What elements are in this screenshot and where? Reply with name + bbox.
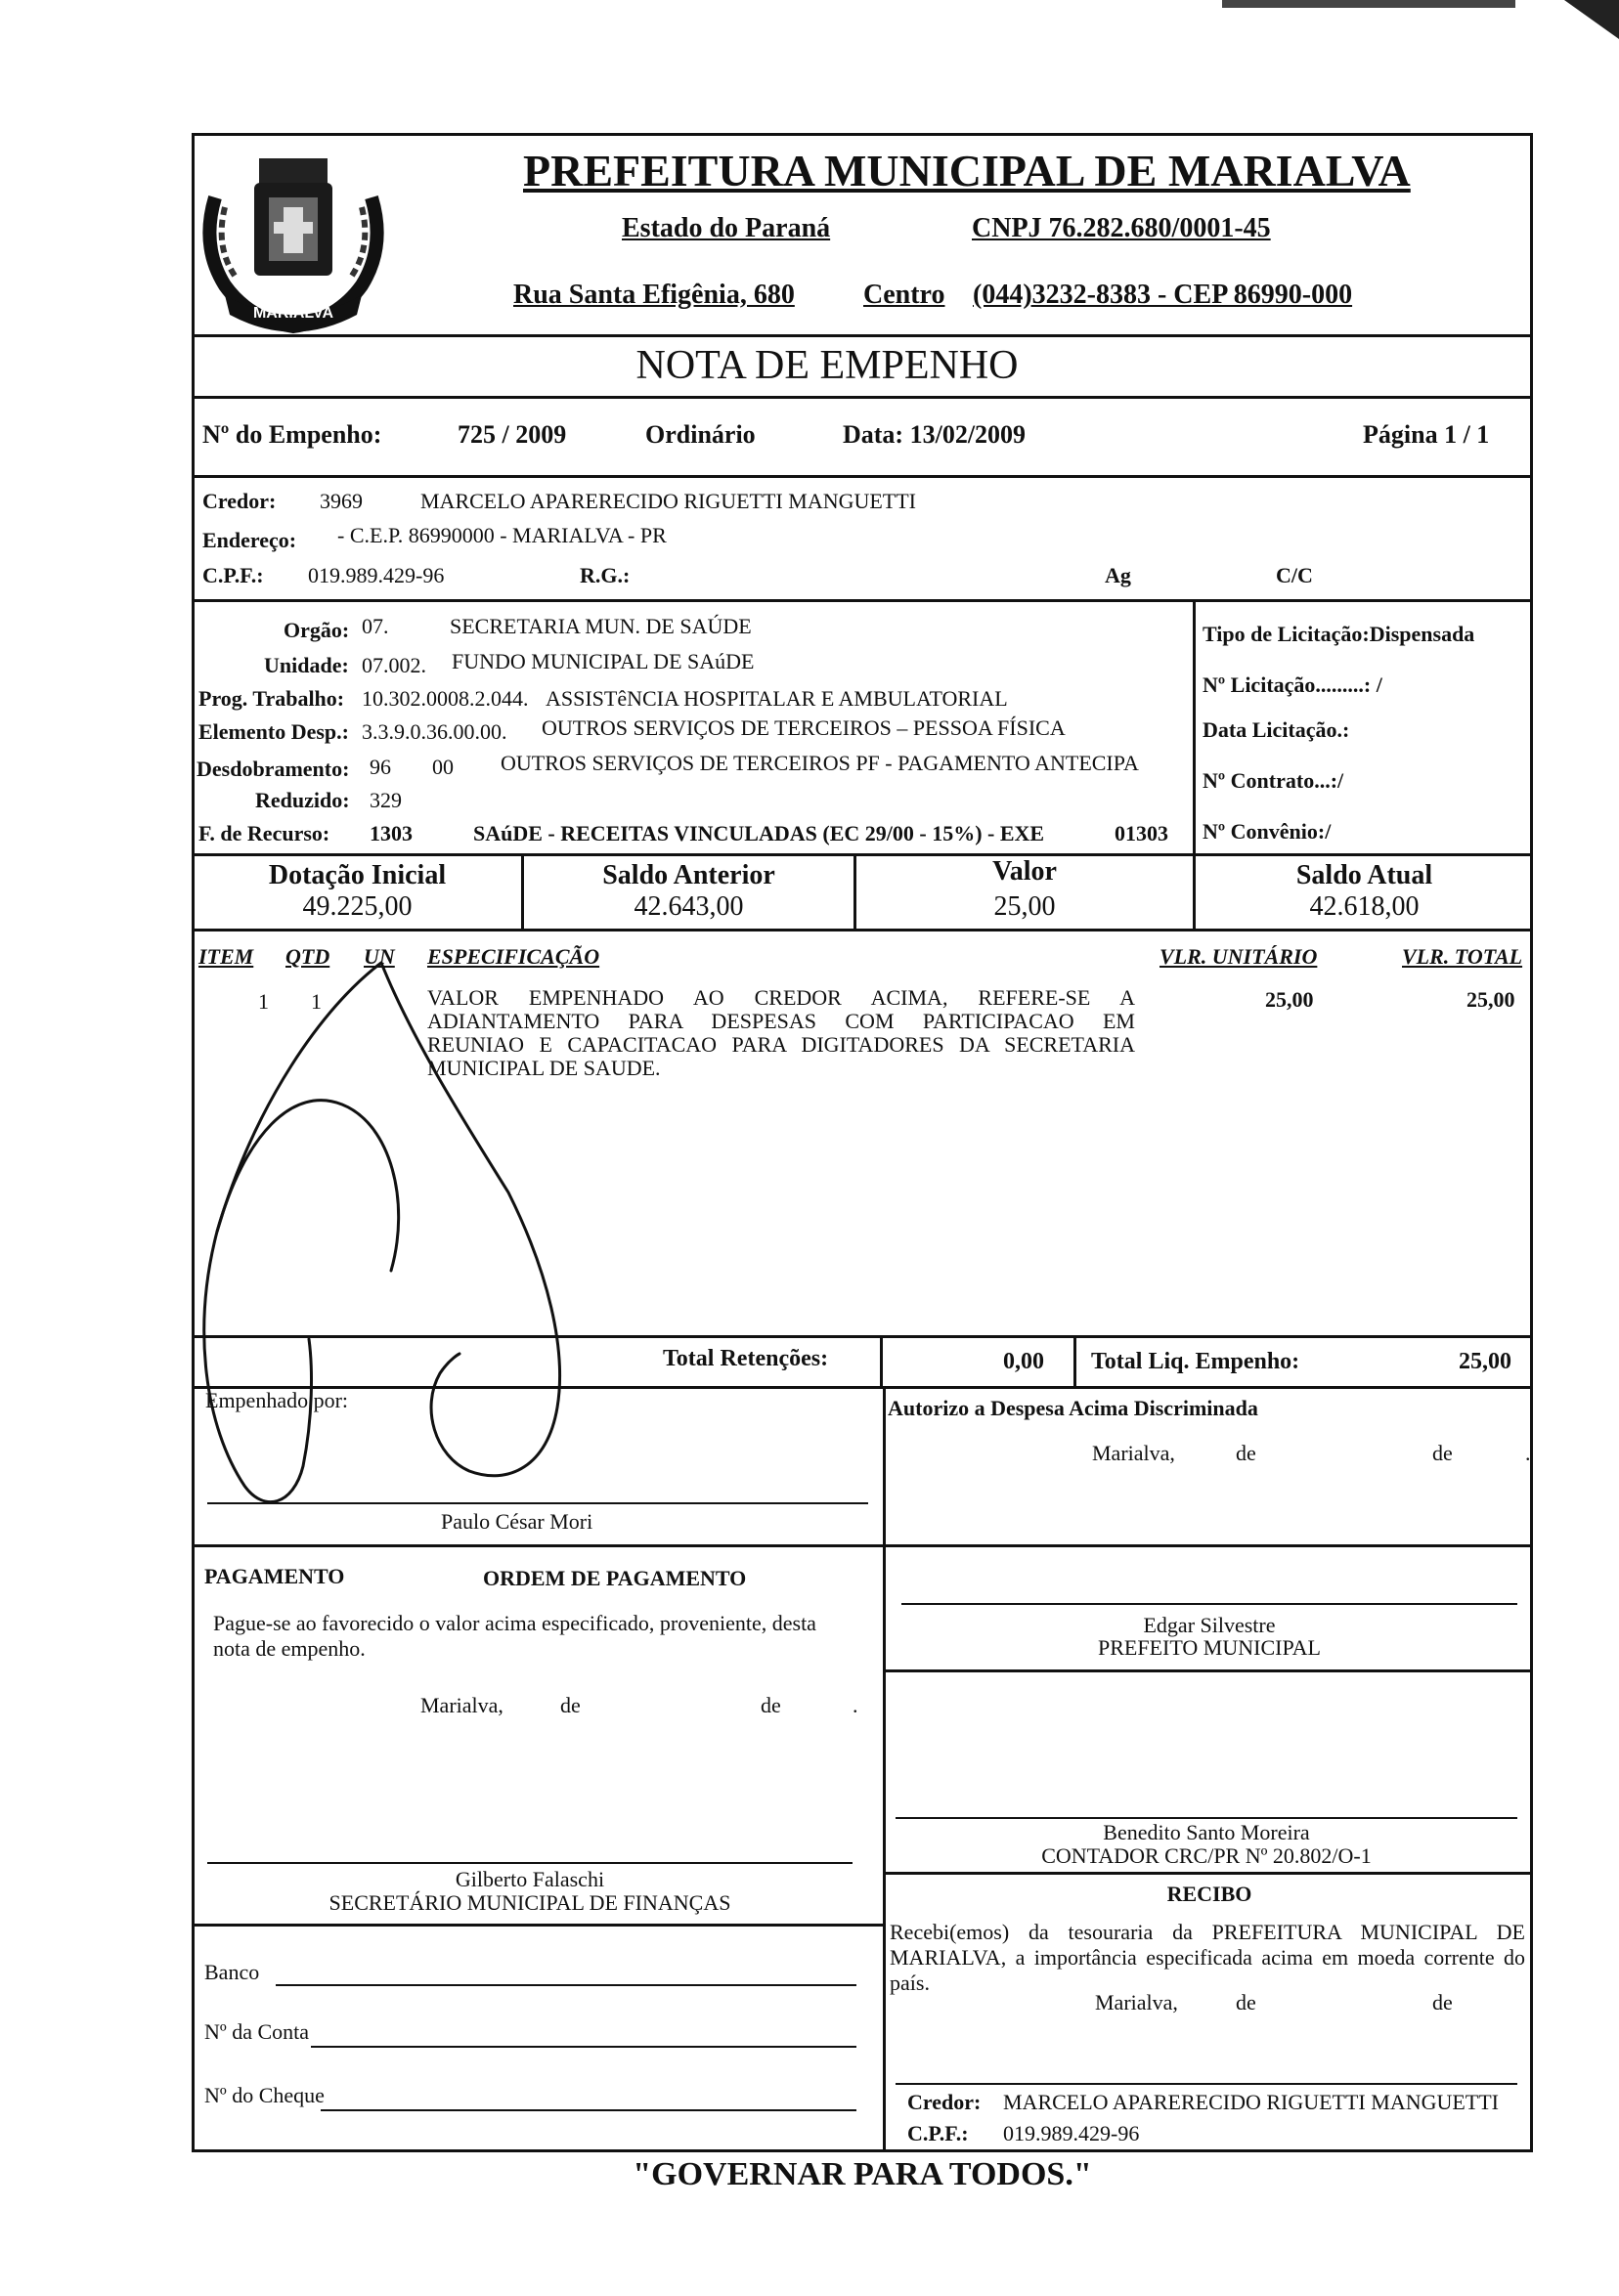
footer-motto: "GOVERNAR PARA TODOS." [633, 2156, 1092, 2192]
liquido-value: 25,00 [1459, 1349, 1511, 1374]
cnpj: CNPJ 76.282.680/0001-45 [972, 213, 1271, 243]
saldo-anterior-label: Saldo Anterior [602, 860, 775, 890]
empenhado-nome: Paulo César Mori [441, 1509, 593, 1534]
conta-field[interactable] [311, 2046, 856, 2048]
item-desc-line-2: ADIANTAMENTO PARA DESPESAS COM PARTICIPACAO EM [427, 1009, 1135, 1033]
item-desc-line-4: MUNICIPAL DE SAUDE. [427, 1056, 661, 1080]
signature-line [207, 1862, 853, 1864]
divider [883, 1544, 886, 2152]
retencoes-value: 0,00 [1003, 1349, 1044, 1374]
recibo-title: RECIBO [1166, 1882, 1252, 1906]
item-number: 1 [258, 989, 269, 1014]
saldo-atual-label: Saldo Atual [1295, 860, 1433, 890]
saldo-anterior: 42.643,00 [634, 891, 744, 922]
autorizo-title: Autorizo a Despesa Acima Discriminada [888, 1396, 1258, 1420]
banco-field[interactable] [276, 1984, 856, 1986]
district: Centro [863, 280, 945, 310]
ordem-pagamento: ORDEM DE PAGAMENTO [483, 1566, 747, 1590]
recibo-line-2: MARIALVA, a importância especificada acima em moeda corrente do [890, 1945, 1525, 1970]
endereco-label: Endereço: [202, 528, 297, 552]
divider [1073, 1335, 1076, 1386]
dotacao-inicial-label: Dotação Inicial [268, 860, 447, 890]
autorizo-de-2: de [1432, 1441, 1453, 1465]
divider [192, 929, 1533, 931]
pagamento-city: Marialva, [420, 1693, 503, 1717]
page-number: Página 1 / 1 [1363, 420, 1490, 449]
signature-line [901, 1603, 1517, 1605]
credor-name: MARCELO APARERECIDO RIGUETTI MANGUETTI [420, 489, 917, 513]
recibo-cpf-label: C.P.F.: [907, 2121, 969, 2145]
cheque-label: Nº do Cheque [204, 2083, 325, 2107]
cc-label: C/C [1276, 563, 1313, 587]
recibo-line-1: Recebi(emos) da tesouraria da PREFEITURA MUNICIPAL DE [890, 1920, 1525, 1944]
licitacao-numero: Nº Licitação.........: / [1203, 672, 1382, 697]
dotacao-inicial: 49.225,00 [302, 891, 413, 922]
pagamento-text-2: nota de empenho. [213, 1636, 366, 1661]
endereco: - C.E.P. 86990000 - MARIALVA - PR [337, 523, 667, 547]
credor-label: Credor: [202, 489, 277, 513]
doc-title: NOTA DE EMPENHO [635, 343, 1019, 388]
pagamento-label: PAGAMENTO [204, 1564, 345, 1588]
unidade-desc: FUNDO MUNICIPAL DE SAúDE [452, 649, 755, 673]
col-item: ITEM [198, 944, 254, 969]
contrato: Nº Contrato...:/ [1203, 768, 1344, 793]
contador-nome: Benedito Santo Moreira [1103, 1820, 1310, 1844]
divider [883, 1872, 1533, 1875]
divider [883, 1386, 886, 1546]
recibo-de-2: de [1432, 1990, 1453, 2014]
item-unit-value: 25,00 [1265, 987, 1314, 1012]
empenho-number: 725 / 2009 [458, 420, 567, 449]
prefeito-cargo: PREFEITO MUNICIPAL [1098, 1635, 1321, 1660]
signature-line [896, 1817, 1517, 1819]
autorizo-dot: . [1525, 1441, 1531, 1465]
signature-line [207, 1502, 868, 1504]
scan-edge-top [1222, 0, 1515, 8]
reduzido-label: Reduzido: [255, 788, 350, 812]
divider [883, 1669, 1533, 1672]
divider [192, 599, 1533, 602]
orgao-code: 07. [362, 614, 389, 638]
scan-edge-corner [1564, 0, 1619, 39]
cpf-value: 019.989.429-96 [308, 563, 445, 587]
prog-code: 10.302.0008.2.044. [362, 686, 529, 711]
divider [192, 1386, 1533, 1389]
autorizo-city: Marialva, [1092, 1441, 1175, 1465]
liquido-label: Total Liq. Empenho: [1091, 1349, 1300, 1374]
unidade-label: Unidade: [264, 653, 349, 677]
recibo-line-3: país. [890, 1971, 930, 1995]
recibo-credor: MARCELO APARERECIDO RIGUETTI MANGUETTI [1003, 2090, 1500, 2114]
rg-label: R.G.: [580, 563, 631, 587]
recurso-code: 1303 [370, 821, 413, 845]
empenho-date: Data: 13/02/2009 [843, 420, 1027, 449]
licitacao-tipo: Tipo de Licitação:Dispensada [1203, 622, 1475, 646]
col-total: VLR. TOTAL [1402, 944, 1523, 969]
elem-code: 3.3.9.0.36.00.00. [362, 719, 507, 744]
org-name: PREFEITURA MUNICIPAL DE MARIALVA [523, 146, 1411, 195]
desdobramento-desc: OUTROS SERVIÇOS DE TERCEIROS PF - PAGAMENTO ANTECIPA [501, 751, 1139, 775]
divider [880, 1335, 883, 1386]
pagamento-de-1: de [560, 1693, 581, 1717]
cpf-label: C.P.F.: [202, 563, 264, 587]
svg-text:MARIALVA: MARIALVA [252, 305, 334, 322]
phone-cep: (044)3232-8383 - CEP 86990-000 [973, 280, 1353, 310]
recurso-code-2: 01303 [1115, 821, 1168, 845]
item-desc-line-3: REUNIAO E CAPACITACAO PARA DIGITADORES DA SECRETARIA [427, 1032, 1135, 1057]
valor-label: Valor [992, 856, 1057, 887]
retencoes-label: Total Retenções: [663, 1346, 829, 1371]
divider [192, 1924, 883, 1927]
desdobramento-code-1: 96 [370, 755, 391, 779]
recibo-credor-label: Credor: [907, 2090, 982, 2114]
banco-label: Banco [204, 1960, 260, 1984]
recurso-desc: SAúDE - RECEITAS VINCULADAS (EC 29/00 - 15%) - EXE [473, 821, 1045, 845]
address: Rua Santa Efigênia, 680 [513, 280, 795, 310]
valor: 25,00 [993, 891, 1056, 922]
secretario-cargo: SECRETÁRIO MUNICIPAL DE FINANÇAS [328, 1890, 731, 1915]
col-un: UN [364, 944, 395, 969]
recurso-label: F. de Recurso: [198, 821, 330, 845]
desdobramento-label: Desdobramento: [197, 757, 350, 781]
empenho-type: Ordinário [645, 420, 756, 449]
empenhado-label: Empenhado por: [205, 1388, 349, 1412]
pagamento-de-2: de [761, 1693, 781, 1717]
divider [1193, 599, 1196, 855]
cheque-field[interactable] [321, 2109, 856, 2111]
recibo-cpf: 019.989.429-96 [1003, 2121, 1140, 2145]
orgao-desc: SECRETARIA MUN. DE SAÚDE [450, 614, 752, 638]
divider [192, 334, 1533, 337]
item-qtd: 1 [311, 989, 322, 1014]
pagamento-text-1: Pague-se ao favorecido o valor acima especificado, proveniente, desta [213, 1611, 816, 1635]
elem-desc: OUTROS SERVIÇOS DE TERCEIROS – PESSOA FÍSICA [542, 715, 1066, 740]
saldo-atual: 42.618,00 [1309, 891, 1420, 922]
municipal-seal-icon [196, 139, 391, 339]
convenio: Nº Convênio:/ [1203, 819, 1332, 844]
divider [192, 1544, 1533, 1547]
state-name: Estado do Paraná [622, 213, 831, 243]
col-espec: ESPECIFICAÇÃO [427, 944, 600, 969]
licitacao-data: Data Licitação.: [1203, 717, 1350, 742]
ag-label: Ag [1105, 563, 1131, 587]
elem-label: Elemento Desp.: [198, 719, 349, 744]
reduzido-value: 329 [370, 788, 402, 812]
divider [192, 396, 1533, 399]
orgao-label: Orgão: [284, 618, 350, 642]
credor-code: 3969 [320, 489, 363, 513]
col-qtd: QTD [285, 944, 330, 969]
divider [192, 475, 1533, 478]
pagamento-dot: . [853, 1693, 858, 1717]
recibo-city: Marialva, [1095, 1990, 1178, 2014]
conta-label: Nº da Conta [204, 2019, 310, 2044]
unidade-code: 07.002. [362, 653, 426, 677]
recibo-de-1: de [1236, 1990, 1256, 2014]
secretario-nome: Gilberto Falaschi [455, 1867, 605, 1891]
prog-label: Prog. Trabalho: [198, 686, 345, 711]
contador-cargo: CONTADOR CRC/PR Nº 20.802/O-1 [1041, 1843, 1372, 1868]
item-total-value: 25,00 [1466, 987, 1515, 1012]
item-desc-line-1: VALOR EMPENHADO AO CREDOR ACIMA, REFERE-SE A [427, 985, 1135, 1010]
col-unit: VLR. UNITÁRIO [1160, 944, 1318, 969]
empenho-number-label: Nº do Empenho: [202, 420, 382, 449]
divider [192, 1335, 1533, 1338]
autorizo-de-1: de [1236, 1441, 1256, 1465]
prefeito-nome: Edgar Silvestre [1143, 1613, 1276, 1637]
desdobramento-code-2: 00 [432, 755, 454, 779]
signature-line [896, 2083, 1517, 2085]
prog-desc: ASSISTêNCIA HOSPITALAR E AMBULATORIAL [546, 686, 1008, 711]
